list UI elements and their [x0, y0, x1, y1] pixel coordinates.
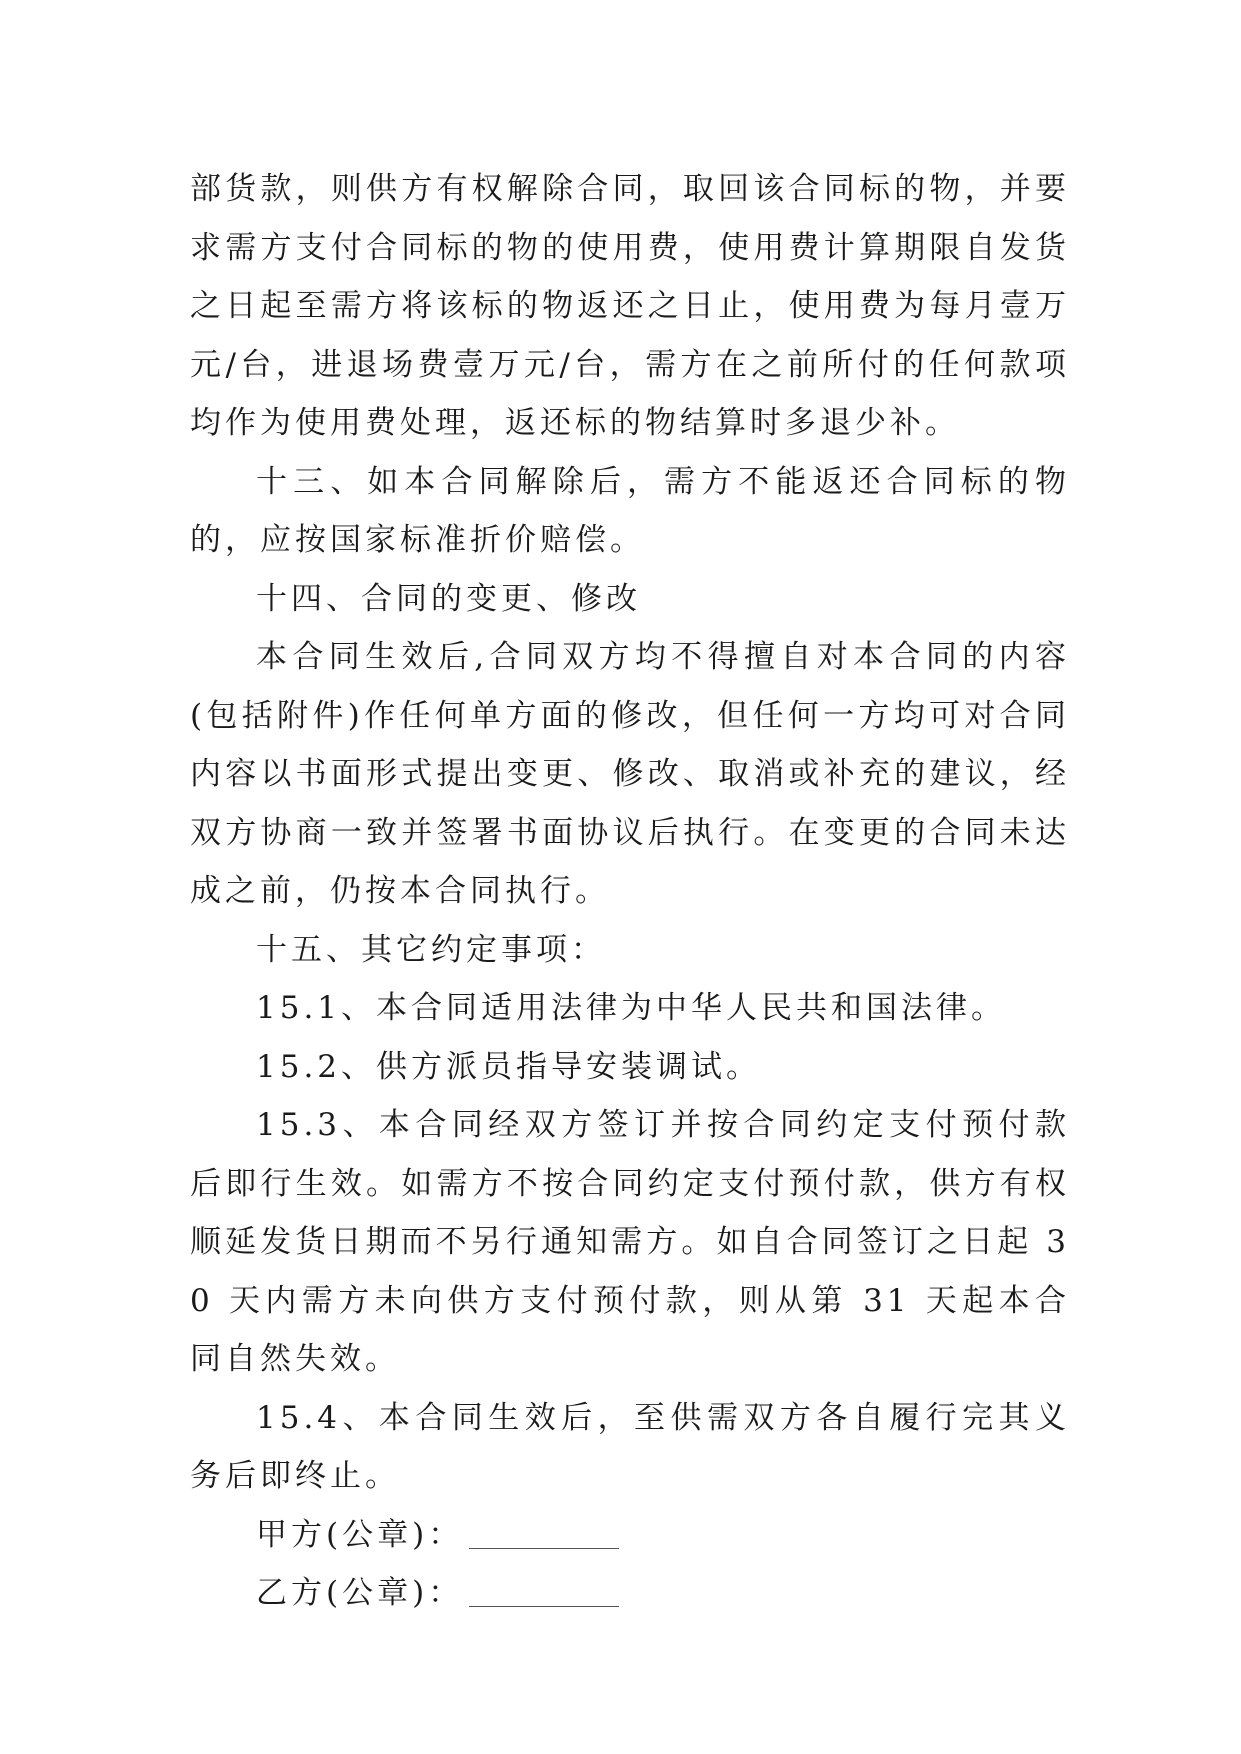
heading-clause-15: 十五、其它约定事项：	[256, 931, 606, 968]
heading-clause-14: 十四、合同的变更、修改	[256, 580, 641, 617]
paragraph-clause-15-3: 15.3、本合同经双方签订并按合同约定支付预付款后即行生效。如需方不按合同约定支付预付款，供方有权顺延发货日期而不另行通知需方。如自合同签订之日起 30 天内需方未向供方支付预付款，则从第 31 天起本合同自然失效。	[190, 1107, 1070, 1377]
party-b-signature-line	[469, 1580, 619, 1607]
paragraph-clause-13: 十三、如本合同解除后，需方不能返还合同标的物的，应按国家标准折价赔偿。	[190, 463, 1070, 558]
paragraph-clause-15-2: 15.2、供方派员指导安装调试。	[256, 1048, 762, 1085]
signature-party-a	[190, 1506, 1070, 1565]
signature-party-b	[190, 1564, 1070, 1623]
paragraph-goods-payment: 部货款，则供方有权解除合同，取回该合同标的物，并要求需方支付合同标的物的使用费，使用费计算期限自发货之日起至需方将该标的物返还之日止，使用费为每月壹万元/台，进退场费壹万元/台，需方在之前所付的任何款项均作为使用费处理，返还标的物结算时多退少补。	[190, 171, 1070, 441]
paragraph-clause-15-4: 15.4、本合同生效后，至供需双方各自履行完其义务后即终止。	[190, 1399, 1070, 1494]
party-b-label: 乙方(公章)：	[256, 1575, 464, 1611]
paragraph-contract-modification: 本合同生效后,合同双方均不得擅自对本合同的内容(包括附件)作任何单方面的修改，但任何一方均可对合同内容以书面形式提出变更、修改、取消或补充的建议，经双方协商一致并签署书面协议后执行。在变更的合同未达成之前，仍按本合同执行。	[190, 639, 1070, 909]
party-a-label: 甲方(公章)：	[256, 1516, 464, 1553]
paragraph-clause-15-1: 15.1、本合同适用法律为中华人民共和国法律。	[256, 990, 1007, 1026]
party-a-signature-line	[469, 1522, 619, 1549]
document-body	[190, 160, 1070, 1623]
